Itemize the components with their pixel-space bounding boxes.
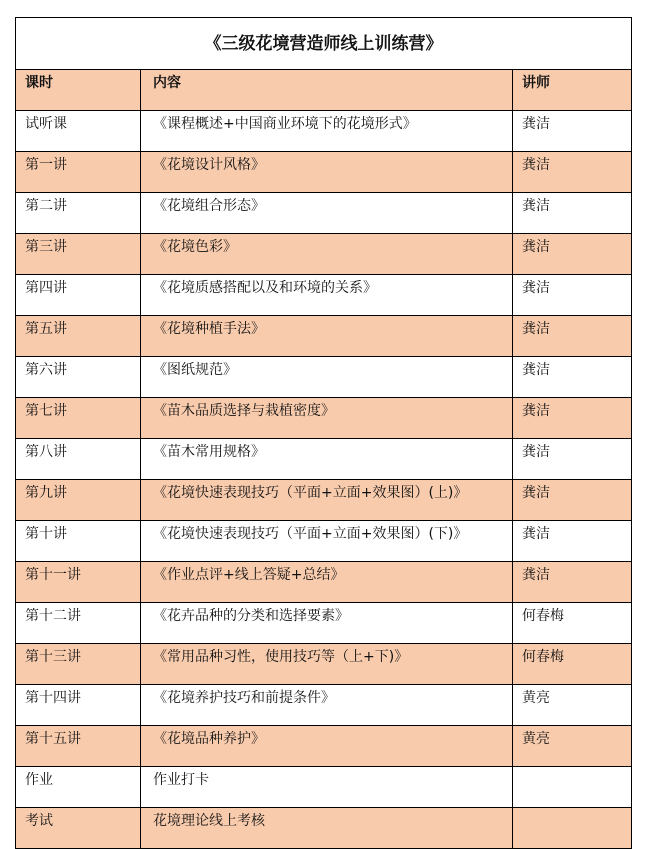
table-row xyxy=(16,562,632,603)
table-row xyxy=(16,234,632,275)
table-row xyxy=(16,111,632,152)
cell-content: 《花境养护技巧和前提条件》 xyxy=(141,685,513,726)
cell-teacher: 何春梅 xyxy=(513,644,632,685)
cell-teacher xyxy=(513,767,632,808)
table-row xyxy=(16,603,632,644)
cell-session: 第三讲 xyxy=(16,234,141,275)
cell-session: 第十一讲 xyxy=(16,562,141,603)
cell-session: 第八讲 xyxy=(16,439,141,480)
cell-content: 《花境组合形态》 xyxy=(141,193,513,234)
table-row xyxy=(16,726,632,767)
table-row xyxy=(16,480,632,521)
table-row xyxy=(16,439,632,480)
cell-teacher: 黄亮 xyxy=(513,685,632,726)
header-teacher: 讲师 xyxy=(513,70,632,111)
cell-teacher: 龚洁 xyxy=(513,562,632,603)
cell-teacher: 龚洁 xyxy=(513,439,632,480)
cell-teacher: 龚洁 xyxy=(513,275,632,316)
cell-teacher xyxy=(513,808,632,849)
header-session: 课时 xyxy=(16,70,141,111)
cell-content: 《花境品种养护》 xyxy=(141,726,513,767)
cell-content: 《图纸规范》 xyxy=(141,357,513,398)
cell-teacher: 何春梅 xyxy=(513,603,632,644)
cell-session: 第十三讲 xyxy=(16,644,141,685)
title-row xyxy=(16,18,632,70)
cell-content: 《花境色彩》 xyxy=(141,234,513,275)
cell-session: 第六讲 xyxy=(16,357,141,398)
cell-session: 考试 xyxy=(16,808,141,849)
course-schedule-table xyxy=(15,17,632,849)
cell-session: 作业 xyxy=(16,767,141,808)
cell-content: 作业打卡 xyxy=(141,767,513,808)
cell-content: 花境理论线上考核 xyxy=(141,808,513,849)
table-row xyxy=(16,193,632,234)
cell-session: 第十四讲 xyxy=(16,685,141,726)
cell-session: 第二讲 xyxy=(16,193,141,234)
cell-teacher: 龚洁 xyxy=(513,357,632,398)
cell-content: 《作业点评+线上答疑+总结》 xyxy=(141,562,513,603)
table-row xyxy=(16,152,632,193)
table-row xyxy=(16,808,632,849)
cell-session: 第一讲 xyxy=(16,152,141,193)
cell-content: 《花境快速表现技巧（平面+立面+效果图）(上)》 xyxy=(141,480,513,521)
cell-content: 《常用品种习性，使用技巧等（上+下)》 xyxy=(141,644,513,685)
cell-session: 第九讲 xyxy=(16,480,141,521)
cell-session: 第四讲 xyxy=(16,275,141,316)
cell-session: 第五讲 xyxy=(16,316,141,357)
cell-content: 《苗木品质选择与栽植密度》 xyxy=(141,398,513,439)
cell-teacher: 龚洁 xyxy=(513,193,632,234)
cell-teacher: 龚洁 xyxy=(513,152,632,193)
header-row xyxy=(16,70,632,111)
cell-teacher: 龚洁 xyxy=(513,316,632,357)
table-body xyxy=(16,18,632,849)
course-schedule-document xyxy=(15,17,631,849)
cell-teacher: 龚洁 xyxy=(513,521,632,562)
cell-content: 《花境种植手法》 xyxy=(141,316,513,357)
cell-teacher: 龚洁 xyxy=(513,111,632,152)
cell-content: 《花卉品种的分类和选择要素》 xyxy=(141,603,513,644)
cell-teacher: 龚洁 xyxy=(513,480,632,521)
cell-session: 第七讲 xyxy=(16,398,141,439)
cell-session: 第十二讲 xyxy=(16,603,141,644)
cell-session: 第十讲 xyxy=(16,521,141,562)
table-row xyxy=(16,685,632,726)
table-row xyxy=(16,521,632,562)
cell-content: 《花境设计风格》 xyxy=(141,152,513,193)
header-content: 内容 xyxy=(141,70,513,111)
cell-content: 《花境质感搭配以及和环境的关系》 xyxy=(141,275,513,316)
cell-content: 《课程概述+中国商业环境下的花境形式》 xyxy=(141,111,513,152)
cell-session: 试听课 xyxy=(16,111,141,152)
table-row xyxy=(16,316,632,357)
cell-teacher: 黄亮 xyxy=(513,726,632,767)
table-row xyxy=(16,275,632,316)
table-row xyxy=(16,357,632,398)
table-row xyxy=(16,767,632,808)
table-row xyxy=(16,398,632,439)
cell-session: 第十五讲 xyxy=(16,726,141,767)
table-row xyxy=(16,644,632,685)
table-title: 《三级花境营造师线上训练营》 xyxy=(16,18,632,70)
cell-content: 《花境快速表现技巧（平面+立面+效果图）(下)》 xyxy=(141,521,513,562)
cell-content: 《苗木常用规格》 xyxy=(141,439,513,480)
cell-teacher: 龚洁 xyxy=(513,234,632,275)
cell-teacher: 龚洁 xyxy=(513,398,632,439)
